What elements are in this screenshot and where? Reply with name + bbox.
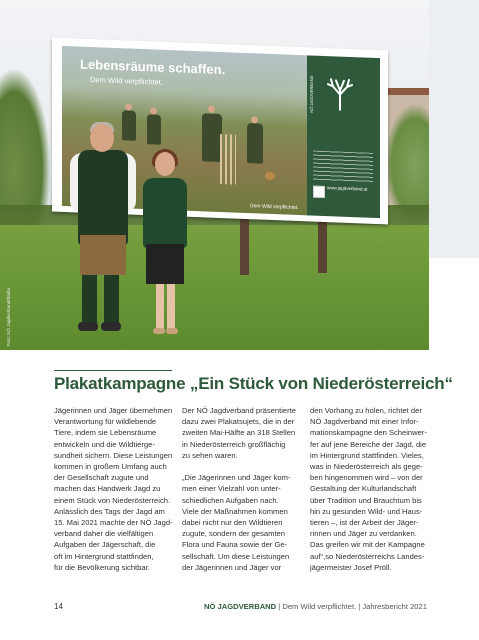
text-line: sellschaft. Um diese Leistungen bbox=[182, 551, 290, 561]
text-line: men einer Vielzahl von unter- bbox=[182, 484, 281, 494]
man-lederhosen bbox=[80, 235, 126, 275]
text-line: sundheit sichern. Diese Leistungen bbox=[54, 450, 173, 460]
hunter-head bbox=[208, 106, 215, 113]
hunter-head bbox=[150, 107, 157, 114]
hunter-head bbox=[251, 116, 258, 123]
text-line: Anlässlich des Tags der Jagd am bbox=[54, 506, 165, 516]
billboard-brand-panel bbox=[307, 55, 380, 218]
antler-logo-icon bbox=[325, 76, 355, 111]
article-headline: Plakatkampagne „Ein Stück von Niederösterreich“ bbox=[54, 374, 453, 393]
text-line: Aufgaben der Jägerschaft, die bbox=[54, 540, 156, 550]
text-line: Verantwortung für wildlebende bbox=[54, 417, 157, 427]
text-line: im Hintergrund stattfinden. Vieles, bbox=[310, 450, 424, 460]
man-shoe bbox=[78, 322, 98, 331]
billboard-subtitle: Dem Wild verpflichtet. bbox=[90, 75, 163, 87]
woman-leg bbox=[167, 284, 175, 330]
text-line: schiedlichen Aufgaben nach. bbox=[182, 495, 279, 505]
woman-shoe bbox=[166, 328, 178, 334]
man-vest bbox=[78, 150, 128, 245]
headline-rule bbox=[54, 370, 172, 371]
text-line: Gestaltung der Kulturlandschaft bbox=[310, 484, 417, 494]
man-shoe bbox=[101, 322, 121, 331]
text-line: dabei nicht nur den Wildtieren bbox=[182, 518, 283, 528]
text-line: der Gesellschaft zugute und bbox=[54, 473, 149, 483]
billboard-claim: Dem Wild verpflichtet. bbox=[250, 203, 299, 212]
text-line: in Niederösterreich großflächig bbox=[182, 439, 286, 449]
text-line: „Die Jägerinnen und Jäger kom- bbox=[182, 473, 291, 483]
text-column-3 bbox=[310, 405, 428, 573]
text-line: entwickeln und die Wildtierge- bbox=[54, 439, 155, 449]
footer-text: | Dem Wild verpflichtet. | Jahresbericht 2021 bbox=[276, 602, 427, 611]
running-footer bbox=[204, 602, 427, 611]
billboard-panel-label: NÖ JAGDVERBAND bbox=[309, 75, 314, 113]
hunter-figure bbox=[202, 113, 222, 162]
text-column-1 bbox=[54, 405, 172, 573]
text-line: Flora und Fauna sowie der Ge- bbox=[182, 540, 288, 550]
woman-head bbox=[155, 152, 175, 176]
hunter-head bbox=[125, 103, 132, 110]
text-line: NÖ Jagdverband mit einer Infor- bbox=[310, 417, 419, 427]
text-line: den Vorhang zu holen, richtet der bbox=[310, 406, 422, 415]
text-line: rinnen und Jäger zu verdanken. bbox=[310, 529, 417, 539]
hunter-figure bbox=[122, 110, 136, 141]
billboard-post bbox=[240, 215, 249, 275]
text-line: zweiten Mai-Hälfte an 318 Stellen bbox=[182, 428, 296, 438]
billboard-title: Lebensräume schaffen. bbox=[80, 56, 226, 78]
text-line: fer auf jene Bereiche der Jagd, die bbox=[310, 439, 427, 449]
woman-skirt bbox=[146, 244, 184, 284]
text-column-2 bbox=[182, 405, 300, 573]
text-line: dazu zwei Plakatsujets, die in der bbox=[182, 417, 295, 427]
text-line: über Tradition und Brauchtum bis bbox=[310, 495, 422, 505]
page-number: 14 bbox=[54, 602, 63, 611]
text-line: hin zu gesunden Wild- und Haus- bbox=[310, 506, 423, 516]
text-line: Tiere, indem sie Lebensräume bbox=[54, 428, 157, 438]
text-line: zu sehen waren. bbox=[182, 450, 238, 460]
hunter-figure bbox=[147, 114, 161, 145]
text-line: mationskampagne den Scheinwer- bbox=[310, 428, 427, 438]
text-line: jägermeister Josef Pröll. bbox=[310, 562, 392, 572]
billboard-body-text bbox=[313, 151, 373, 183]
text-line: einem Stück von Niederösterreich. bbox=[54, 495, 171, 505]
hunting-dog bbox=[265, 172, 275, 180]
billboard-url: www.jagdverband.at bbox=[327, 185, 368, 192]
footer-brand: NÖ JAGDVERBAND bbox=[204, 602, 277, 611]
text-line: 15. Mai 2021 machte der NÖ Jagd- bbox=[54, 518, 173, 528]
woman-leg bbox=[156, 284, 164, 330]
billboard-post bbox=[318, 218, 327, 273]
man-head bbox=[90, 124, 114, 152]
meadow bbox=[0, 225, 429, 350]
page-margin-strip bbox=[429, 0, 479, 258]
text-line: machen das Handwerk Jagd zu bbox=[54, 484, 161, 494]
photo-credit: Foto: NÖ Jagdverband/Blaha bbox=[6, 288, 11, 347]
text-line: ben hingenommen wird – von der bbox=[310, 473, 423, 483]
text-line: verband daher die vielfältigen bbox=[54, 529, 154, 539]
text-line: kommen in großem Umfang auch bbox=[54, 462, 167, 472]
text-line: Das greifen wir mit der Kampagne bbox=[310, 540, 425, 550]
text-line: Jägerinnen und Jäger übernehmen bbox=[54, 406, 173, 415]
text-line: oft im Hintergrund stattfinden, bbox=[54, 551, 154, 561]
man-sock bbox=[82, 275, 97, 325]
cover-photo bbox=[0, 0, 429, 350]
woman-jacket bbox=[143, 178, 187, 248]
hunter-figure bbox=[247, 123, 263, 164]
man-sock bbox=[104, 275, 119, 325]
text-line: für die Bevölkerung sichtbar. bbox=[54, 562, 150, 572]
text-line: Der NÖ Jagdverband präsentierte bbox=[182, 406, 296, 415]
text-line: tieren –, ist der Arbeit der Jäger- bbox=[310, 518, 419, 528]
text-line: zugute, sondern der gesamten bbox=[182, 529, 286, 539]
qr-code-icon bbox=[313, 186, 325, 198]
text-line: was in Niederösterreich als gege- bbox=[310, 462, 423, 472]
woman-shoe bbox=[153, 328, 165, 334]
text-line: der Jägerinnen und Jäger vor bbox=[182, 562, 282, 572]
text-line: auf“,so Niederösterreichs Landes- bbox=[310, 551, 425, 561]
text-line: Viele der Maßnahmen kommen bbox=[182, 506, 288, 516]
sapling-stakes bbox=[220, 134, 236, 185]
